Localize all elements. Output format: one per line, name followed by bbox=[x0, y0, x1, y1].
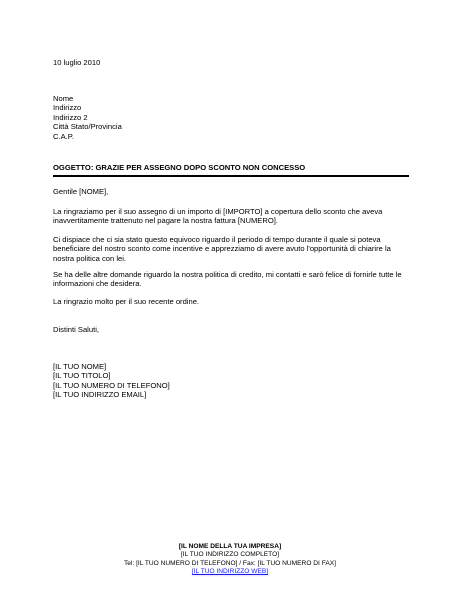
paragraph-line: Ci dispiace che ci sia stato questo equivoco riguardo il periodo di tempo durante il quale si poteva bbox=[53, 235, 381, 244]
recipient-name: Nome bbox=[53, 94, 74, 103]
recipient-address-line-1: Indirizzo bbox=[53, 103, 82, 113]
footer-phone-fax: Tel: [IL TUO NUMERO DI TELEFONO] / Fax: [IL TUO NUMERO DI FAX] bbox=[123, 559, 336, 567]
signature-title: [IL TUO TITOLO] bbox=[53, 371, 111, 381]
signature-name: [IL TUO NOME] bbox=[53, 362, 107, 371]
paragraph-line: Se ha delle altre domande riguardo la nostra politica di credito, mi contatti e sarò felice di fornirle tutte le bbox=[53, 270, 402, 279]
signature-block bbox=[53, 362, 170, 400]
paragraph-line: informazioni che desidera. bbox=[53, 279, 142, 289]
subject-divider bbox=[53, 175, 409, 177]
recipient-address bbox=[53, 94, 122, 141]
body-paragraph-4 bbox=[53, 297, 199, 306]
body-paragraph-2 bbox=[53, 235, 391, 263]
paragraph-line: inavvertitamente trattenuto nel pagare la nostra fattura [NUMERO]. bbox=[53, 216, 278, 226]
paragraph-line: La ringraziamo per il suo assegno di un importo di [IMPORTO] a copertura dello sconto che aveva bbox=[53, 207, 383, 216]
paragraph-line: La ringrazio molto per il suo recente ordine. bbox=[53, 297, 200, 306]
paragraph-line: beneficiare del nostro sconto come incentive e apprezziamo di avere avuto l'opportunità di chiarire la bbox=[53, 244, 391, 254]
letter-subject: OGGETTO: GRAZIE PER ASSEGNO DOPO SCONTO NON CONCESSO bbox=[53, 163, 306, 172]
footer-company-name: [IL NOME DELLA TUA IMPRESA] bbox=[178, 543, 282, 550]
recipient-address-line-2: Indirizzo 2 bbox=[53, 112, 88, 122]
signature-phone: [IL TUO NUMERO DI TELEFONO] bbox=[53, 380, 170, 390]
letter-date: 10 luglio 2010 bbox=[53, 58, 101, 67]
letter-closing: Distinti Saluti, bbox=[53, 325, 100, 334]
body-paragraph-1 bbox=[53, 207, 382, 226]
recipient-city-state: Città Stato/Provincia bbox=[53, 122, 122, 132]
recipient-postal-code: C.A.P. bbox=[53, 131, 74, 141]
letter-salutation: Gentile [NOME], bbox=[53, 187, 109, 196]
letterhead-footer bbox=[0, 543, 460, 577]
footer-web-link[interactable]: [IL TUO INDIRIZZO WEB] bbox=[191, 568, 269, 576]
footer-address: [IL TUO INDIRIZZO COMPLETO] bbox=[180, 551, 280, 559]
body-paragraph-3 bbox=[53, 270, 402, 289]
signature-email: [IL TUO INDIRIZZO EMAIL] bbox=[53, 390, 147, 400]
paragraph-line: nostra politica con lei. bbox=[53, 253, 127, 263]
